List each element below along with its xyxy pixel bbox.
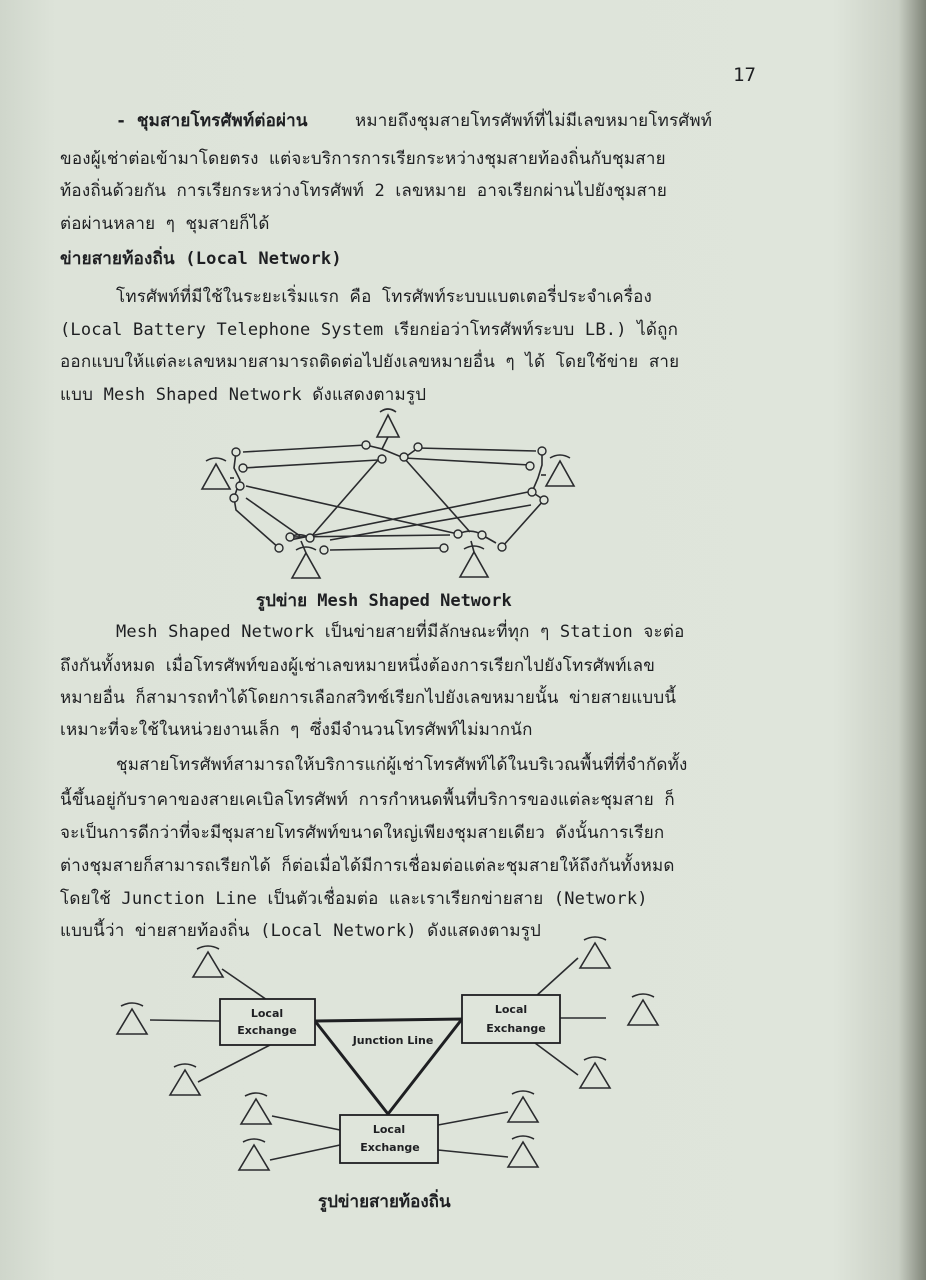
junction-line-label: Junction Line bbox=[352, 1034, 434, 1047]
figure1-caption: รูปข่าย Mesh Shaped Network bbox=[256, 591, 512, 611]
exchange-label: Local bbox=[372, 1123, 406, 1136]
exchange-label: Exchange bbox=[486, 1022, 546, 1035]
para4-line1: ชุมสายโทรศัพท์สามารถให้บริการแก่ผู้เช่าโทรศัพท์ได้ในบริเวณพื้นที่ที่จำกัดทั้ง bbox=[116, 755, 688, 775]
para4-line2: นี้ขึ้นอยู่กับราคาของสายเคเบิลโทรศัพท์ การกำหนดพื้นที่บริการของแต่ละชุมสาย ก็ bbox=[60, 790, 675, 810]
telephone-icon bbox=[239, 1139, 269, 1170]
para4-line5: โดยใช้ Junction Line เป็นตัวเชื่อมต่อ และเราเรียกข่ายสาย (Network) bbox=[60, 889, 648, 909]
telephone-icon bbox=[170, 1064, 200, 1095]
para3-line4: เหมาะที่จะใช้ในหน่วยงานเล็ก ๆ ซึ่งมีจำนวนโทรศัพท์ไม่มากนัก bbox=[60, 720, 533, 740]
para4-line6: แบบนี้ว่า ข่ายสายท้องถิ่น (Local Network) ดังแสดงตามรูป bbox=[60, 921, 542, 941]
para2-line2: (Local Battery Telephone System เรียกย่อว่าโทรศัพท์ระบบ LB.) ได้ถูก bbox=[60, 320, 679, 340]
section-heading: ข่ายสายท้องถิ่น (Local Network) bbox=[60, 249, 342, 269]
para3-line3: หมายอื่น ก็สามารถทำได้โดยการเลือกสวิทช์เรียกไปยังเลขหมายนั้น ข่ายสายแบบนี้ bbox=[60, 688, 677, 708]
para4-line4: ต่างชุมสายก็สามารถเรียกได้ ก็ต่อเมื่อได้มีการเชื่อมต่อแต่ละชุมสายให้ถึงกันทั้งหมด bbox=[60, 856, 675, 876]
para1-line1: หมายถึงชุมสายโทรศัพท์ที่ไม่มีเลขหมายโทรศัพท์ bbox=[355, 111, 713, 131]
telephone-icon bbox=[508, 1091, 538, 1122]
para3-line2: ถึงกันทั้งหมด เมื่อโทรศัพท์ของผู้เช่าเลขหมายหนึ่งต้องการเรียกไปยังโทรศัพท์เลข bbox=[60, 656, 656, 676]
exchange-label: Exchange bbox=[237, 1024, 297, 1037]
para1-line2: ของผู้เช่าต่อเข้ามาโดยตรง แต่จะบริการการเรียกระหว่างชุมสายท้องถิ่นกับชุมสาย bbox=[60, 149, 666, 169]
para1-line4: ต่อผ่านหลาย ๆ ชุมสายก็ได้ bbox=[60, 214, 270, 234]
exchange-label: Local bbox=[494, 1003, 528, 1016]
telephone-icon bbox=[580, 937, 610, 968]
para1-line3: ท้องถิ่นด้วยกัน การเรียกระหว่างโทรศัพท์ 2 เลขหมาย อาจเรียกผ่านไปยังชุมสาย bbox=[60, 181, 667, 201]
para2-line3: ออกแบบให้แต่ละเลขหมายสามารถติดต่อไปยังเลขหมายอื่น ๆ ได้ โดยใช้ข่าย สาย bbox=[60, 352, 680, 372]
telephone-icon bbox=[628, 994, 658, 1025]
para4-line3: จะเป็นการดีกว่าที่จะมีชุมสายโทรศัพท์ขนาดใหญ่เพียงชุมสายเดียว ดังนั้นการเรียก bbox=[60, 823, 665, 843]
para3-line1: Mesh Shaped Network เป็นข่ายสายที่มีลักษณะที่ทุก ๆ Station จะต่อ bbox=[116, 622, 685, 642]
telephone-icon bbox=[508, 1136, 538, 1167]
para1-heading: - ชุมสายโทรศัพท์ต่อผ่าน bbox=[116, 111, 308, 131]
para2-line1: โทรศัพท์ที่มีใช้ในระยะเริ่มแรก คือ โทรศัพท์ระบบแบตเตอรี่ประจำเครื่อง bbox=[116, 287, 653, 307]
telephone-icon bbox=[241, 1093, 271, 1124]
figure2-caption: รูปข่ายสายท้องถิ่น bbox=[318, 1192, 451, 1212]
exchange-label: Local bbox=[250, 1007, 284, 1020]
para2-line4: แบบ Mesh Shaped Network ดังแสดงตามรูป bbox=[60, 385, 427, 405]
exchange-label: Exchange bbox=[360, 1141, 420, 1154]
telephone-icon bbox=[580, 1057, 610, 1088]
telephone-icon bbox=[117, 1003, 147, 1034]
page-number: 17 bbox=[733, 64, 756, 86]
telephone-icon bbox=[193, 946, 223, 977]
exchange-box bbox=[220, 999, 315, 1045]
